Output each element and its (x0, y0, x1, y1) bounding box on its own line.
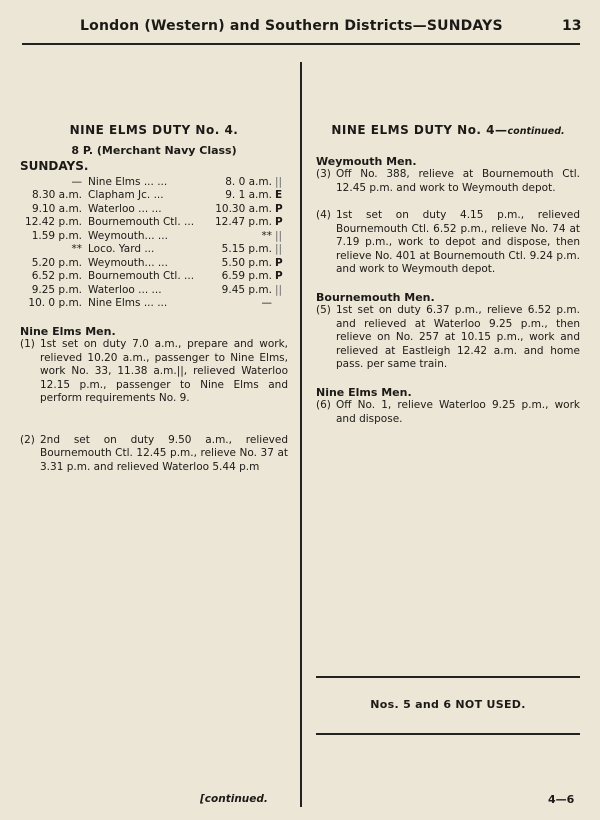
not-used-notice: Nos. 5 and 6 NOT USED. (370, 698, 526, 711)
duty-item (316, 304, 580, 372)
page-code: 4—6 (548, 793, 575, 806)
schedule-row (20, 189, 288, 203)
station-name (88, 203, 212, 217)
schedule-row (20, 270, 288, 284)
arrival-time: ** (261, 229, 272, 242)
schedule-row (20, 230, 288, 244)
duty-item (316, 209, 580, 277)
schedule-row (20, 284, 288, 298)
station-name (88, 189, 212, 203)
men-heading: Nine Elms Men. (20, 324, 116, 338)
header-rule (22, 43, 580, 45)
station-name (88, 230, 212, 244)
leader-dots: ... (157, 256, 168, 269)
service-mark: P (274, 202, 283, 215)
departure-time: 6.52 p.m. (31, 270, 83, 282)
left-column (20, 124, 288, 474)
station-name (88, 216, 212, 230)
station-label: Clapham Jc. (88, 189, 151, 201)
service-mark: || (274, 283, 283, 296)
schedule-table (20, 176, 288, 311)
item-number: (5) (316, 304, 331, 316)
item-text: Off No. 1, relieve Waterloo 9.25 p.m., work and dispose. (336, 399, 580, 425)
station-name (88, 284, 212, 298)
schedule-row (20, 176, 288, 190)
men-heading: Weymouth Men. (316, 154, 417, 168)
item-number: (1) (20, 338, 35, 350)
men-heading: Bournemouth Men. (316, 290, 435, 304)
service-mark: || (274, 243, 283, 255)
station-name (88, 270, 212, 284)
departure-time: ** (71, 243, 83, 255)
continued-label: continued. (507, 126, 565, 137)
leader-dots: ... (184, 270, 195, 282)
item-text: 1st set on duty 6.37 p.m., relieve 6.52 p.m. and relieved at Waterloo 9.25 p.m., then relieve on No. 257 at 10.15 p.m., work and relieved at Eastleigh 12.42 a.m. and home pass. per same train. (336, 304, 580, 370)
departure-time: 1.59 p.m. (31, 229, 83, 242)
leader-dots: ... (157, 297, 168, 309)
service-mark (272, 297, 288, 311)
duty-title: NINE ELMS DUTY No. 4. (69, 123, 239, 137)
departure-time: 8.30 a.m. (31, 189, 83, 201)
departure-time: 9.10 a.m. (31, 202, 83, 215)
arrival-time: 6.59 p.m. (221, 270, 272, 282)
item-text: Off No. 388, relieve at Bournemouth Ctl. 12.45 p.m. and work to Weymouth depot. (336, 168, 580, 194)
station-label: Bournemouth Ctl. (88, 270, 181, 282)
station-label: Nine Elms ... (88, 175, 154, 188)
schedule-row (20, 297, 288, 311)
arrival-time: — (261, 297, 272, 309)
station-label: Waterloo ... (88, 283, 149, 296)
service-mark: || (274, 175, 283, 188)
departure-time: 10. 0 p.m. (28, 297, 83, 309)
station-label: Waterloo ... (88, 202, 149, 215)
arrival-time: 10.30 a.m. (215, 202, 272, 215)
service-mark: || (274, 229, 283, 242)
arrival-time: 8. 0 a.m. (225, 175, 272, 188)
station-name (88, 176, 212, 190)
station-label: Loco. Yard (88, 243, 141, 255)
men-heading: Nine Elms Men. (316, 385, 412, 399)
right-column (316, 124, 580, 426)
arrival-time: 12.47 p.m. (215, 216, 272, 228)
not-used-bottom-rule (316, 733, 580, 735)
day-heading: SUNDAYS. (20, 159, 89, 173)
duty-item (316, 168, 580, 195)
service-mark: P (274, 256, 283, 269)
page-number: 13 (562, 18, 582, 34)
arrival-time: 5.50 p.m. (221, 256, 272, 269)
item-number: (2) (20, 433, 35, 446)
service-mark: P (274, 270, 283, 282)
not-used-top-rule (316, 676, 580, 678)
station-name (88, 243, 212, 257)
departure-time: 5.20 p.m. (31, 256, 83, 269)
station-name (88, 257, 212, 271)
duty-item (20, 338, 288, 406)
leader-dots: ... (184, 216, 195, 228)
station-label: Weymouth... (88, 256, 155, 269)
departure-time: — (71, 175, 83, 188)
schedule-row (20, 257, 288, 271)
duty-item (20, 434, 288, 475)
leader-dots: ... (157, 229, 168, 242)
page-header-title: London (Western) and Southern Districts—SUNDAYS (80, 18, 503, 34)
leader-dots: ... (144, 243, 155, 255)
service-mark: E (274, 189, 283, 201)
station-label: Nine Elms ... (88, 297, 154, 309)
arrival-time: 9.45 p.m. (221, 283, 272, 296)
item-text: 2nd set on duty 9.50 a.m., relieved Bournemouth Ctl. 12.45 p.m., relieve No. 37 at 3.31 p.m. and relieved Waterloo 5.44 p.m (40, 433, 288, 473)
leader-dots: ... (153, 189, 164, 201)
leader-dots: ... (151, 202, 162, 215)
leader-dots: ... (157, 175, 168, 188)
station-name (88, 297, 212, 311)
arrival-time: 5.15 p.m. (221, 243, 272, 255)
departure-time: 12.42 p.m. (25, 216, 83, 228)
column-divider (300, 62, 302, 807)
schedule-row (20, 203, 288, 217)
engine-class: 8 P. (Merchant Navy Class) (71, 143, 237, 157)
duty-item (316, 399, 580, 426)
item-text: 1st set on duty 4.15 p.m., relieved Bournemouth Ctl. 6.52 p.m., relieve No. 74 at 7.19 p.m., work to depot and dispose, then relieve No. 401 at Bournemouth Ctl. 9.24 p.m. and work to Weymouth depot. (336, 209, 580, 275)
schedule-row (20, 216, 288, 230)
item-number: (6) (316, 399, 331, 411)
station-label: Weymouth... (88, 229, 155, 242)
item-number: (3) (316, 168, 331, 180)
schedule-row (20, 243, 288, 257)
continued-footer: [continued. (200, 793, 268, 805)
arrival-time: 9. 1 a.m. (225, 189, 272, 201)
item-number: (4) (316, 209, 331, 221)
duty-title-text: NINE ELMS DUTY No. 4— (331, 123, 508, 137)
departure-time: 9.25 p.m. (31, 283, 83, 296)
duty-title-continued (316, 124, 580, 139)
leader-dots: ... (151, 283, 162, 296)
station-label: Bournemouth Ctl. (88, 216, 181, 228)
service-mark: P (274, 216, 283, 228)
item-text: 1st set on duty 7.0 a.m., prepare and work, relieved 10.20 a.m., passenger to Nine Elms, work No. 33, 11.38 a.m.||, relieved Waterloo 12.15 p.m., passenger to Nine Elms and perform requirements No. 9. (40, 338, 288, 404)
